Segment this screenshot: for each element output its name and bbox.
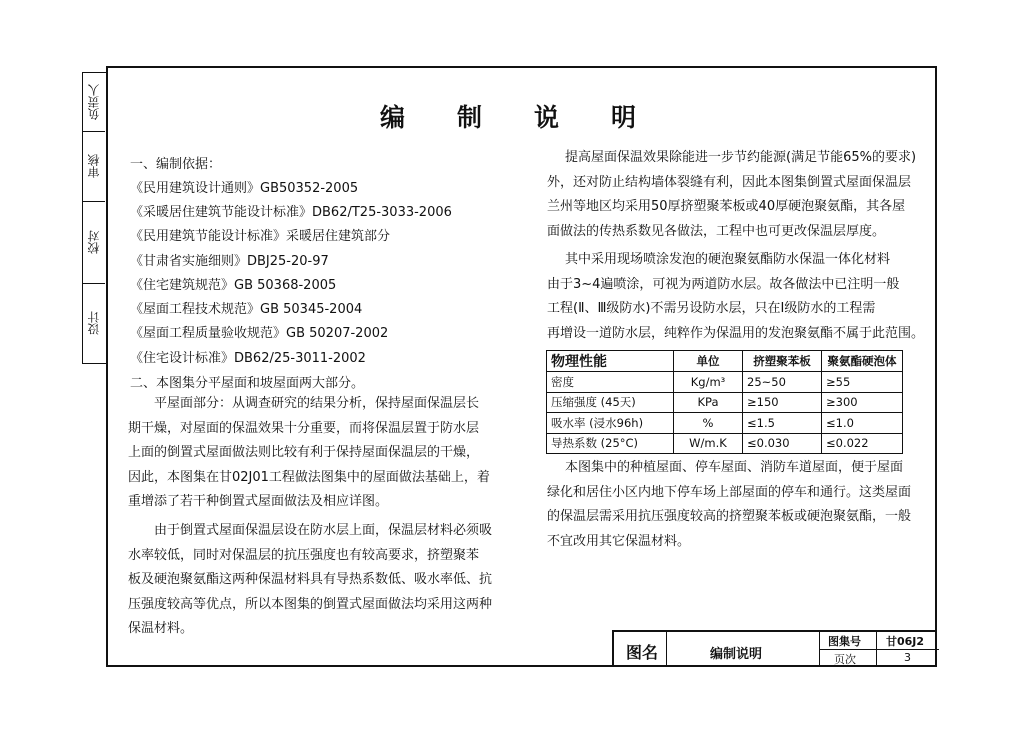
table-cell: ≤0.022 bbox=[822, 433, 903, 454]
signoff-cell-review: 审核 bbox=[83, 131, 105, 202]
table-cell: ≤1.5 bbox=[743, 413, 822, 434]
table-header-row bbox=[547, 351, 903, 372]
paragraph-flat-roof: 平屋面部分：从调查研究的结果分析，保持屋面保温层长 期干燥，对屋面的保温效果十分重要，而将保温层置于防水层 上面的倒置式屋面做法则比较有利于保持屋面保温层的干燥， 因此，本图集在甘02J01工程做法图集中的屋面做法基础上，着 重增添了若干种倒置式屋面做法及相应详图。 bbox=[128, 396, 490, 509]
title-block bbox=[612, 630, 937, 667]
paragraph-planted-roof: 本图集中的种植屋面、停车屋面、消防车道屋面，便于屋面 绿化和居住小区内地下停车场上部屋面的停车和通行。这类屋面 的保温层需采用抗压强度较高的挤塑聚苯板或硬泡聚氨酯，一般 不宜改用其它保温材料。 bbox=[547, 460, 912, 549]
table-row bbox=[547, 392, 903, 413]
table-cell: ≤1.0 bbox=[822, 413, 903, 434]
reference-item: 《住宅设计标准》DB62/25-3011-2002 bbox=[130, 351, 366, 366]
reference-item: 《屋面工程技术规范》GB 50345-2004 bbox=[130, 302, 363, 317]
table-header-cell: 挤塑聚苯板 bbox=[743, 351, 822, 372]
page-title: 编制说明 bbox=[380, 103, 689, 132]
table-cell: KPa bbox=[674, 392, 743, 413]
table-header-cell: 单位 bbox=[674, 351, 743, 372]
table-header-cell: 聚氨酯硬泡体 bbox=[822, 351, 903, 372]
table-header-cell: 物理性能 bbox=[547, 351, 674, 372]
reference-item: 《屋面工程质量验收规范》GB 50207-2002 bbox=[130, 326, 389, 341]
physical-properties-table bbox=[546, 350, 903, 454]
title-block-drawing-name: 编制说明 bbox=[710, 647, 763, 662]
table-cell: 压缩强度 (45天) bbox=[547, 392, 674, 413]
heading-parts: 二、本图集分平屋面和坡屋面两大部分。 bbox=[130, 376, 365, 391]
table-cell: W/m.K bbox=[674, 433, 743, 454]
table-cell: % bbox=[674, 413, 743, 434]
reference-item: 《甘肃省实施细则》DBJ25-20-97 bbox=[130, 254, 329, 269]
title-block-page-number: 3 bbox=[904, 651, 911, 664]
table-cell: 25~50 bbox=[743, 372, 822, 393]
title-block-label-atlas: 图集号 bbox=[828, 635, 861, 648]
title-block-divider bbox=[666, 632, 667, 667]
paragraph-energy: 提高屋面保温效果除能进一步节约能源(满足节能65%的要求) 外，还对防止结构墙体裂缝有利，因此本图集倒置式屋面保温层 兰州等地区均采用50厚挤塑聚苯板或40厚硬泡聚氨酯，其各屋 面做法的传热系数见各做法，工程中也可更改保温层厚度。 bbox=[547, 150, 917, 239]
title-block-divider bbox=[819, 649, 939, 650]
table-row bbox=[547, 372, 903, 393]
table-cell: ≥300 bbox=[822, 392, 903, 413]
signoff-cell-proofread: 校对 bbox=[83, 201, 105, 284]
title-block-label-name: 图名 bbox=[626, 643, 659, 662]
reference-item: 《民用建筑设计通则》GB50352-2005 bbox=[130, 181, 359, 196]
table-cell: 导热系数 (25°C) bbox=[547, 433, 674, 454]
title-block-atlas-number: 甘06J2 bbox=[886, 635, 925, 648]
table-cell: 吸水率 (浸水96h) bbox=[547, 413, 674, 434]
signoff-cell-responsible: 负责人 bbox=[83, 73, 105, 132]
heading-basis: 一、编制依据： bbox=[130, 157, 222, 172]
table-cell: Kg/m³ bbox=[674, 372, 743, 393]
signoff-cell-design: 设计 bbox=[86, 311, 101, 335]
table-cell: ≤0.030 bbox=[743, 433, 822, 454]
table-row bbox=[547, 433, 903, 454]
signoff-sidebar bbox=[82, 72, 106, 364]
reference-item: 《民用建筑节能设计标准》采暖居住建筑部分 bbox=[130, 229, 391, 244]
title-block-label-page: 页次 bbox=[834, 653, 856, 666]
paragraph-spray-foam: 其中采用现场喷涂发泡的硬泡聚氨酯防水保温一体化材料 由于3~4遍喷涂，可视为两道防水层。故各做法中已注明一般 工程(Ⅱ、Ⅲ级防水)不需另设防水层，只在Ⅰ级防水的工程需 再增设一道防水层，纯粹作为保温用的发泡聚氨酯不属于此范围。 bbox=[547, 252, 925, 341]
table-row bbox=[547, 413, 903, 434]
reference-item: 《住宅建筑规范》GB 50368-2005 bbox=[130, 278, 337, 293]
reference-item: 《采暖居住建筑节能设计标准》DB62/T25-3033-2006 bbox=[130, 205, 452, 220]
table-cell: ≥55 bbox=[822, 372, 903, 393]
table-cell: 密度 bbox=[547, 372, 674, 393]
paragraph-inverted-roof: 由于倒置式屋面保温层设在防水层上面，保温层材料必须吸 水率较低，同时对保温层的抗压强度也有较高要求，挤塑聚苯 板及硬泡聚氨酯这两种保温材料具有导热系数低、吸水率低、抗 压强度较高等优点，所以本图集的倒置式屋面做法均采用这两种 保温材料。 bbox=[128, 523, 493, 636]
table-cell: ≥150 bbox=[743, 392, 822, 413]
